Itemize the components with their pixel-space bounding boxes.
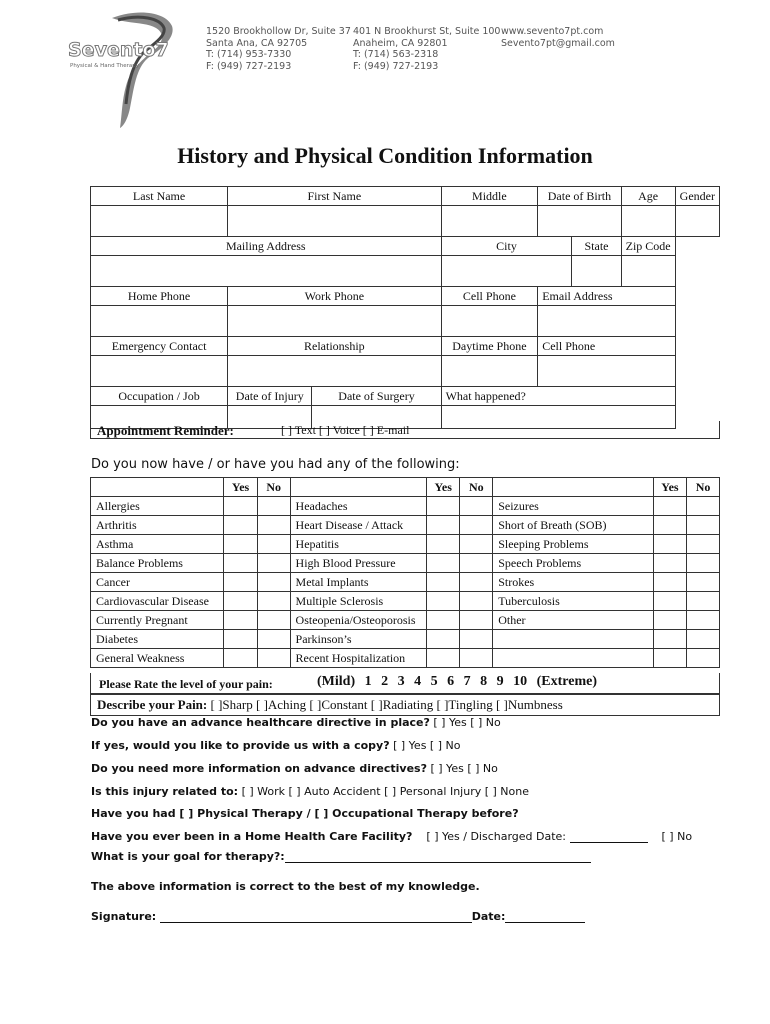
field-emergency-contact[interactable] [91, 356, 228, 387]
condition-label: Arthritis [91, 516, 224, 535]
field-first-name[interactable] [228, 206, 441, 237]
header-blank [91, 478, 224, 497]
conditions-heading: Do you now have / or have you had any of the following: [91, 457, 460, 472]
condition-label: Cardiovascular Disease [91, 592, 224, 611]
condition-label: Recent Hospitalization [290, 649, 426, 668]
header-no: No [687, 478, 720, 497]
discharged-date-line[interactable] [570, 830, 648, 843]
condition-no-box[interactable] [257, 630, 290, 649]
question-advance-directive [91, 716, 501, 729]
label-state: State [572, 237, 621, 256]
label-emergency-contact: Emergency Contact [91, 337, 228, 356]
field-middle[interactable] [441, 206, 538, 237]
field-last-name[interactable] [91, 206, 228, 237]
patient-info-table [90, 186, 720, 429]
field-age[interactable] [621, 206, 675, 237]
condition-no-box[interactable] [687, 611, 720, 630]
condition-label [493, 630, 654, 649]
appointment-reminder-label: Appointment Reminder: [97, 423, 234, 438]
condition-label: Seizures [493, 497, 654, 516]
address-line: Anaheim, CA 92801 [353, 37, 448, 49]
condition-yes-box[interactable] [653, 516, 686, 535]
address-santa-ana [206, 26, 351, 72]
condition-no-box[interactable] [460, 611, 493, 630]
condition-no-box[interactable] [460, 573, 493, 592]
condition-yes-box[interactable] [427, 554, 460, 573]
condition-no-box[interactable] [460, 554, 493, 573]
condition-yes-box[interactable] [224, 649, 257, 668]
condition-yes-box[interactable] [224, 497, 257, 516]
condition-label: Diabetes [91, 630, 224, 649]
condition-yes-box[interactable] [224, 554, 257, 573]
condition-row [91, 535, 720, 554]
field-zip-code[interactable] [621, 256, 675, 287]
field-cell-phone[interactable] [441, 306, 538, 337]
question-label: If yes, would you like to provide us with a copy? [91, 739, 390, 752]
condition-label: Tuberculosis [493, 592, 654, 611]
condition-yes-box[interactable] [427, 516, 460, 535]
condition-no-box[interactable] [460, 592, 493, 611]
field-email-address[interactable] [538, 306, 675, 337]
appointment-reminder-options[interactable]: [ ] Text [ ] Voice [ ] E-mail [281, 423, 410, 437]
question-label: Do you need more information on advance directives? [91, 762, 427, 775]
sevento7-logo [48, 4, 188, 130]
header-no: No [257, 478, 290, 497]
condition-yes-box[interactable] [427, 611, 460, 630]
question-label: Is this injury related to: [91, 785, 239, 798]
question-no-option[interactable]: [ ] No [661, 830, 693, 843]
condition-no-box[interactable] [257, 535, 290, 554]
logo-wordmark: Sevento7 [68, 39, 169, 61]
address-anaheim [353, 26, 500, 72]
therapy-goal-line[interactable] [285, 850, 591, 863]
field-state[interactable] [572, 256, 621, 287]
condition-yes-box[interactable] [224, 611, 257, 630]
condition-no-box[interactable] [460, 497, 493, 516]
label-home-phone: Home Phone [91, 287, 228, 306]
condition-yes-box[interactable] [427, 592, 460, 611]
label-last-name: Last Name [91, 187, 228, 206]
condition-row [91, 611, 720, 630]
condition-yes-box[interactable] [427, 497, 460, 516]
question-injury-related [91, 785, 529, 798]
label-relationship: Relationship [228, 337, 441, 356]
condition-no-box[interactable] [687, 516, 720, 535]
question-label: Do you have an advance healthcare directive in place? [91, 716, 430, 729]
email-link[interactable]: Sevento7pt@gmail.com [501, 37, 615, 49]
label-date-of-surgery: Date of Surgery [312, 387, 441, 406]
condition-yes-box[interactable] [653, 497, 686, 516]
pain-rating-label: Please Rate the level of your pain: [99, 677, 273, 691]
question-label: Have you ever been in a Home Health Care Facility? [91, 830, 413, 843]
conditions-table [90, 477, 720, 668]
label-age-gender [621, 187, 675, 206]
condition-no-box[interactable] [257, 592, 290, 611]
condition-label: Hepatitis [290, 535, 426, 554]
field-relationship[interactable] [228, 356, 441, 387]
label-work-phone: Work Phone [228, 287, 441, 306]
date-label: Date: [471, 910, 506, 923]
field-mailing-address[interactable] [91, 256, 442, 287]
field-daytime-phone[interactable] [441, 356, 538, 387]
label-zip-code: Zip Code [621, 237, 675, 256]
header-yes: Yes [224, 478, 257, 497]
condition-label: Asthma [91, 535, 224, 554]
question-home-health [91, 830, 692, 843]
question-options[interactable]: [ ] Yes [ ] No [430, 762, 498, 775]
condition-yes-box[interactable] [653, 649, 686, 668]
condition-yes-box[interactable] [224, 592, 257, 611]
label-emergency-cell-phone: Cell Phone [538, 337, 675, 356]
field-city[interactable] [441, 256, 572, 287]
condition-no-box[interactable] [257, 554, 290, 573]
condition-row [91, 554, 720, 573]
page-title: History and Physical Condition Information [177, 143, 593, 168]
condition-yes-box[interactable] [653, 611, 686, 630]
question-label: What is your goal for therapy?: [91, 850, 285, 863]
condition-label: Cancer [91, 573, 224, 592]
condition-yes-box[interactable] [224, 573, 257, 592]
condition-row [91, 592, 720, 611]
question-more-info [91, 762, 498, 775]
signature-line[interactable] [160, 910, 472, 923]
signature-row [91, 910, 585, 923]
condition-label: Balance Problems [91, 554, 224, 573]
condition-label [493, 649, 654, 668]
condition-label: Heart Disease / Attack [290, 516, 426, 535]
label-city: City [441, 237, 572, 256]
condition-no-box[interactable] [687, 535, 720, 554]
question-options[interactable]: [ ] Work [ ] Auto Accident [ ] Personal Injury [ ] None [241, 785, 529, 798]
label-date-of-injury: Date of Injury [228, 387, 312, 406]
condition-yes-box[interactable] [653, 535, 686, 554]
condition-row [91, 497, 720, 516]
field-home-phone[interactable] [91, 306, 228, 337]
label-first-name: First Name [228, 187, 441, 206]
label-gender: Gender [675, 187, 719, 206]
condition-label: Sleeping Problems [493, 535, 654, 554]
condition-label: Currently Pregnant [91, 611, 224, 630]
label-daytime-phone: Daytime Phone [441, 337, 538, 356]
condition-yes-box[interactable] [427, 573, 460, 592]
condition-row [91, 573, 720, 592]
fax-line: F: (949) 727-2193 [353, 60, 439, 72]
conditions-body [91, 497, 720, 668]
condition-label: Allergies [91, 497, 224, 516]
pain-rating-scale[interactable]: (Mild) 1 2 3 4 5 6 7 8 9 10 (Extreme) [317, 674, 597, 689]
label-date-of-birth: Date of Birth [538, 187, 621, 206]
header-yes: Yes [427, 478, 460, 497]
describe-pain-row [90, 694, 720, 716]
phone-line: T: (714) 563-2318 [353, 49, 439, 60]
condition-label: Strokes [493, 573, 654, 592]
label-what-happened: What happened? [441, 387, 675, 406]
question-therapy-goal [91, 850, 591, 863]
condition-yes-box[interactable] [653, 573, 686, 592]
condition-no-box[interactable] [257, 497, 290, 516]
signature-label: Signature: [91, 910, 157, 923]
describe-pain-options[interactable]: [ ]Sharp [ ]Aching [ ]Constant [ ]Radiating [ ]Tingling [ ]Numbness [210, 697, 563, 712]
condition-label: Parkinson’s [290, 630, 426, 649]
condition-row [91, 630, 720, 649]
acknowledgement-text: The above information is correct to the best of my knowledge. [91, 880, 480, 893]
header-no: No [460, 478, 493, 497]
condition-yes-box[interactable] [653, 630, 686, 649]
condition-no-box[interactable] [460, 630, 493, 649]
condition-row [91, 516, 720, 535]
condition-yes-box[interactable] [653, 554, 686, 573]
condition-yes-box[interactable] [427, 649, 460, 668]
date-line[interactable] [505, 910, 585, 923]
question-label[interactable]: Have you had [ ] Physical Therapy / [ ] Occupational Therapy before? [91, 807, 519, 820]
condition-no-box[interactable] [687, 630, 720, 649]
field-emergency-cell-phone[interactable] [538, 356, 675, 387]
condition-no-box[interactable] [687, 573, 720, 592]
condition-label: Osteopenia/Osteoporosis [290, 611, 426, 630]
website-link[interactable]: www.sevento7pt.com [501, 26, 604, 37]
condition-label: Metal Implants [290, 573, 426, 592]
condition-no-box[interactable] [460, 649, 493, 668]
label-middle: Middle [441, 187, 538, 206]
contact-web-email [501, 26, 615, 49]
condition-no-box[interactable] [460, 516, 493, 535]
address-line: Santa Ana, CA 92705 [206, 37, 308, 49]
condition-no-box[interactable] [687, 592, 720, 611]
condition-yes-box[interactable] [653, 592, 686, 611]
condition-no-box[interactable] [257, 649, 290, 668]
question-provide-copy [91, 739, 460, 752]
label-cell-phone: Cell Phone [441, 287, 538, 306]
field-gender[interactable] [675, 206, 719, 237]
condition-yes-box[interactable] [427, 535, 460, 554]
condition-no-box[interactable] [687, 497, 720, 516]
label-mailing-address: Mailing Address [91, 237, 442, 256]
condition-yes-box[interactable] [224, 630, 257, 649]
condition-row [91, 649, 720, 668]
header-blank [290, 478, 426, 497]
condition-no-box[interactable] [687, 649, 720, 668]
condition-label: High Blood Pressure [290, 554, 426, 573]
condition-label: General Weakness [91, 649, 224, 668]
condition-yes-box[interactable] [224, 535, 257, 554]
acknowledgement [91, 880, 480, 893]
appointment-reminder-row [90, 421, 720, 439]
condition-no-box[interactable] [687, 554, 720, 573]
question-prior-therapy [91, 807, 519, 820]
label-email-address: Email Address [538, 287, 675, 306]
header-blank [493, 478, 654, 497]
condition-yes-box[interactable] [224, 516, 257, 535]
condition-label: Speech Problems [493, 554, 654, 573]
condition-no-box[interactable] [460, 535, 493, 554]
question-options[interactable]: [ ] Yes / Discharged Date: [426, 830, 567, 843]
logo-tagline: Physical & Hand Therapy [70, 63, 139, 69]
condition-label: Multiple Sclerosis [290, 592, 426, 611]
address-line: 401 N Brookhurst St, Suite 100 [353, 26, 501, 37]
condition-no-box[interactable] [257, 516, 290, 535]
condition-label: Other [493, 611, 654, 630]
field-date-of-birth[interactable] [538, 206, 621, 237]
field-work-phone[interactable] [228, 306, 441, 337]
describe-pain-label: Describe your Pain: [97, 697, 208, 712]
label-occupation: Occupation / Job [91, 387, 228, 406]
header-yes: Yes [653, 478, 686, 497]
condition-label: Short of Breath (SOB) [493, 516, 654, 535]
condition-no-box[interactable] [257, 611, 290, 630]
condition-no-box[interactable] [257, 573, 290, 592]
condition-label: Headaches [290, 497, 426, 516]
label-age: Age [638, 188, 659, 203]
phone-line: T: (714) 953-7330 [206, 49, 292, 60]
address-line: 1520 Brookhollow Dr, Suite 37 [206, 26, 351, 37]
condition-yes-box[interactable] [427, 630, 460, 649]
pain-rating-row [90, 673, 720, 694]
fax-line: F: (949) 727-2193 [206, 60, 292, 72]
question-options[interactable]: [ ] Yes [ ] No [433, 716, 501, 729]
question-options[interactable]: [ ] Yes [ ] No [393, 739, 461, 752]
